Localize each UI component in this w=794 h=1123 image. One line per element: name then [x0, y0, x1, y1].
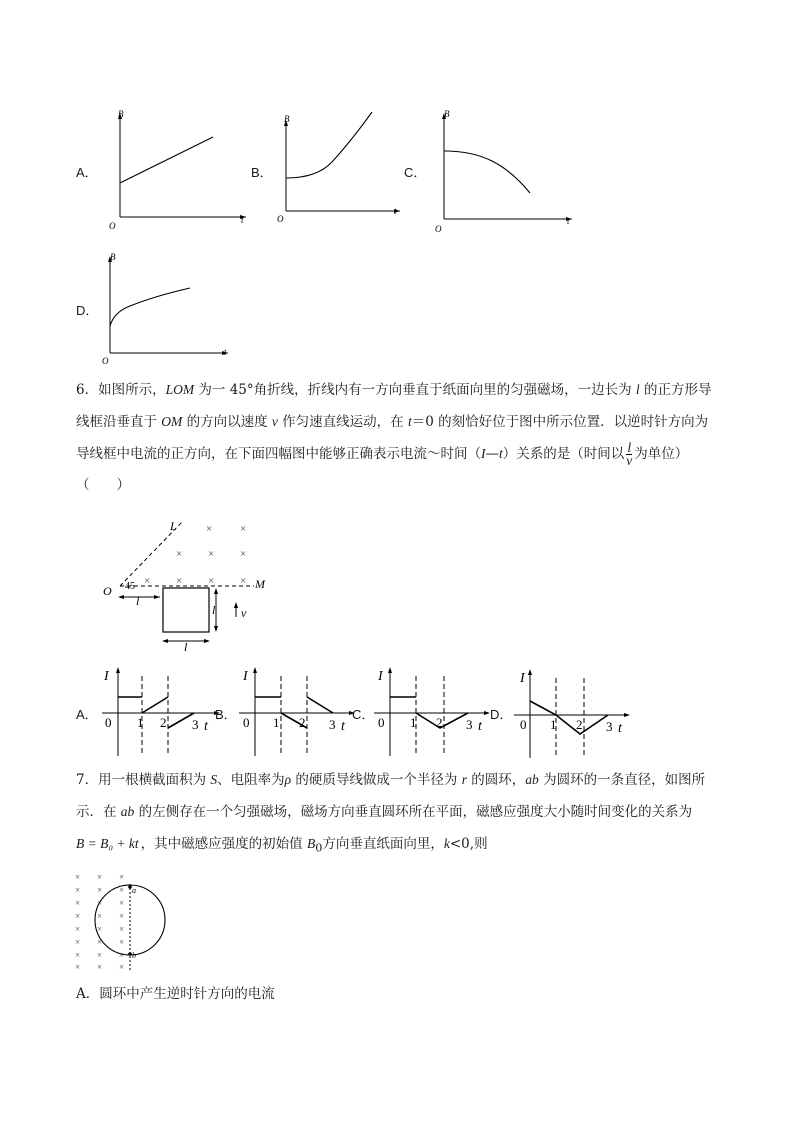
svg-text:×: ×	[119, 924, 125, 934]
svg-text:×: ×	[208, 548, 215, 560]
svg-text:l: l	[184, 640, 188, 654]
svg-text:×: ×	[119, 872, 125, 882]
svg-text:×: ×	[97, 950, 103, 960]
svg-text:×: ×	[75, 872, 81, 882]
svg-text:L: L	[170, 519, 177, 533]
svg-text:×: ×	[119, 885, 125, 895]
q7-formula: B = B₀ + kt	[76, 836, 139, 851]
q6-time-unit-fraction: $\frac{l}{v}$	[626, 440, 633, 468]
q5-d-ylabel: B	[110, 252, 116, 262]
svg-text:×: ×	[75, 885, 81, 895]
q5-c-origin: O	[435, 224, 442, 233]
q7-question-text	[76, 764, 726, 864]
svg-text:×: ×	[75, 950, 81, 960]
svg-text:a: a	[132, 886, 136, 895]
q6-magnetic-field	[144, 523, 246, 587]
svg-text:0: 0	[243, 715, 250, 730]
q7-line-2: 示．在 ab 的左侧存在一个匀强磁场，磁场方向垂直圆环所在平面，磁感应强度大小随时间变化的关系为	[76, 804, 693, 820]
svg-text:I: I	[243, 669, 248, 684]
svg-text:×: ×	[97, 962, 103, 972]
q7-line-3: B = B₀ + kt ，其中磁感应强度的初始值 $B_0$方向垂直纸面向里，k<0,则	[76, 836, 488, 855]
q5-graph-b	[272, 112, 407, 224]
q6-option-a-label[interactable]: A．	[76, 707, 98, 722]
svg-text:3: 3	[466, 717, 473, 732]
svg-text:t: t	[618, 721, 622, 736]
q6-line-2: 线框沿垂直于 OM 的方向以速度 v 作匀速直线运动，在 t＝0 的刻恰好位于图中所示位置．以逆时针方向为	[76, 414, 709, 430]
q5-a-ylabel: B	[118, 109, 124, 119]
svg-text:1: 1	[137, 715, 144, 730]
q5-d-xlabel: t	[224, 347, 227, 357]
q5-graph-d	[100, 248, 235, 366]
svg-text:45: 45	[125, 581, 135, 592]
svg-text:×: ×	[119, 937, 125, 947]
q6-graph-b	[233, 662, 363, 758]
q5-b-ylabel: B	[284, 114, 290, 124]
svg-text:3: 3	[192, 717, 199, 732]
svg-text:×: ×	[97, 872, 103, 882]
q6-line-1: 6．如图所示，LOM 为一 45°角折线，折线内有一方向垂直于纸面向里的匀强磁场，一边长为 l 的正方形导	[76, 382, 712, 398]
svg-text:×: ×	[176, 575, 183, 587]
svg-text:×: ×	[144, 575, 151, 587]
q6-option-c-label[interactable]: C．	[352, 707, 375, 722]
q5-option-c-label[interactable]: C．	[404, 165, 427, 180]
q5-option-d-label[interactable]: D．	[76, 303, 99, 318]
svg-text:×: ×	[240, 523, 247, 535]
svg-text:×: ×	[75, 962, 81, 972]
q7-option-a[interactable]: A．圆环中产生逆时针方向的电流	[76, 986, 275, 1002]
q6-option-b-label[interactable]: B．	[215, 707, 237, 722]
svg-text:×: ×	[97, 898, 103, 908]
q5-b-origin: O	[277, 214, 284, 224]
q5-graph-c	[432, 105, 577, 233]
q6-line-3: 导线框中电流的正方向，在下面四幅图中能够正确表示电流～时间（I—t）关系的是（时间以 $\frac{l}{v}$ 为单位）	[76, 440, 689, 468]
q6-figure	[98, 513, 278, 655]
q6-graph-d	[508, 664, 638, 760]
svg-text:×: ×	[119, 962, 125, 972]
q5-d-origin: O	[102, 356, 109, 366]
q7-line-1: 7．用一根横截面积为 S、电阻率为ρ 的硬质导线做成一个半径为 r 的圆环，ab 为圆环的一条直径，如图所	[76, 772, 706, 788]
svg-text:2: 2	[299, 715, 306, 730]
svg-text:×: ×	[176, 548, 183, 560]
svg-text:×: ×	[240, 548, 247, 560]
q7-figure	[72, 870, 172, 972]
svg-text:l: l	[212, 603, 216, 617]
q6-answer-blank[interactable]: （ ）	[76, 477, 130, 493]
q5-a-origin: O	[109, 221, 116, 230]
svg-text:t: t	[341, 719, 345, 734]
svg-text:×: ×	[119, 950, 125, 960]
svg-text:l: l	[136, 594, 140, 608]
q5-c-xlabel: t	[567, 216, 570, 226]
q5-a-xlabel: t	[241, 215, 244, 225]
q5-b-xlabel: t	[394, 206, 397, 216]
svg-text:×: ×	[206, 523, 213, 535]
svg-text:×: ×	[97, 911, 103, 921]
q6-graph-a	[96, 662, 226, 758]
svg-text:×: ×	[75, 898, 81, 908]
svg-text:1: 1	[410, 715, 417, 730]
svg-text:×: ×	[97, 924, 103, 934]
svg-text:×: ×	[97, 937, 103, 947]
q5-curve-c	[444, 151, 530, 193]
svg-text:M: M	[255, 577, 265, 591]
svg-text:2: 2	[576, 717, 583, 732]
q6-question-text	[76, 374, 726, 501]
svg-text:0: 0	[105, 715, 112, 730]
svg-text:1: 1	[273, 715, 280, 730]
svg-text:I: I	[378, 669, 383, 684]
q5-curve-a	[120, 137, 213, 183]
q5-option-b-label[interactable]: B．	[251, 165, 273, 180]
svg-text:3: 3	[606, 719, 613, 734]
svg-text:t: t	[204, 719, 208, 734]
svg-text:×: ×	[240, 575, 247, 587]
svg-text:O: O	[103, 584, 112, 598]
svg-text:×: ×	[97, 885, 103, 895]
svg-text:×: ×	[208, 575, 215, 587]
svg-text:2: 2	[436, 715, 443, 730]
svg-text:v: v	[241, 606, 247, 620]
q6-graph-c	[368, 662, 498, 758]
svg-text:t: t	[478, 719, 482, 734]
svg-text:0: 0	[378, 715, 385, 730]
svg-text:b: b	[132, 951, 136, 960]
svg-text:×: ×	[75, 937, 81, 947]
q7-magnetic-field	[75, 872, 124, 972]
q5-curve-d	[110, 288, 190, 326]
q5-graph-a	[106, 105, 251, 230]
q6-option-d-label[interactable]: D．	[490, 707, 513, 722]
svg-text:×: ×	[75, 924, 81, 934]
svg-text:0: 0	[520, 717, 527, 732]
svg-text:1: 1	[550, 717, 557, 732]
svg-text:I: I	[104, 669, 109, 684]
svg-text:×: ×	[75, 911, 81, 921]
q5-curve-b	[286, 112, 372, 178]
svg-text:I: I	[520, 671, 525, 686]
svg-text:2: 2	[160, 715, 167, 730]
q5-option-a-label[interactable]: A．	[76, 165, 98, 180]
q5-c-ylabel: B	[444, 109, 450, 119]
svg-text:×: ×	[119, 898, 125, 908]
svg-text:×: ×	[119, 911, 125, 921]
q6-square-frame	[163, 588, 209, 632]
svg-text:3: 3	[329, 717, 336, 732]
